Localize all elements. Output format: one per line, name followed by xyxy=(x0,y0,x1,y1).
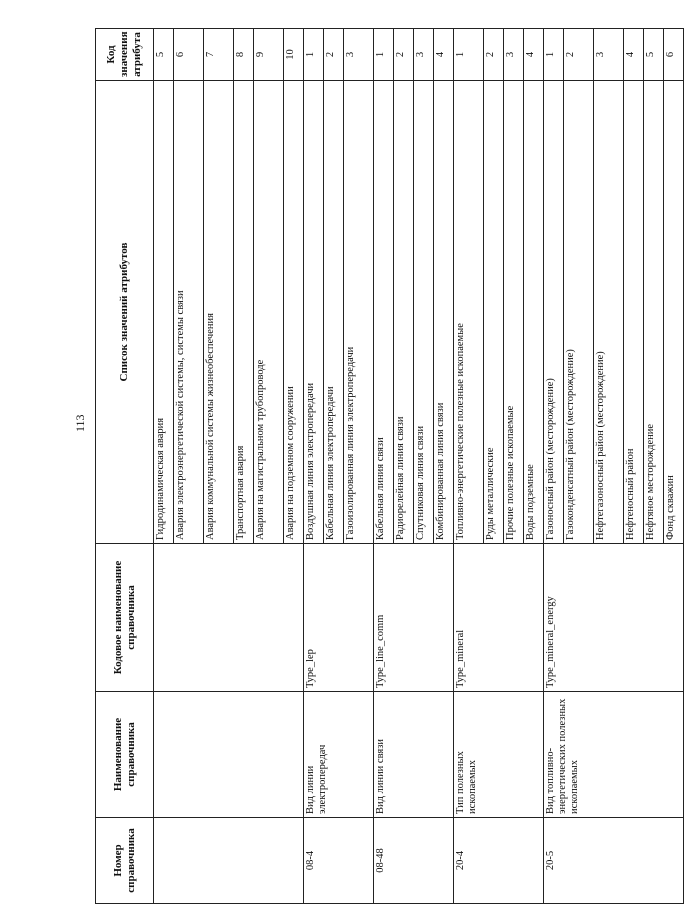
attribute-value: Руды металлические xyxy=(484,81,504,544)
reference-name xyxy=(154,692,304,818)
attribute-value-code: 8 xyxy=(234,29,254,81)
attribute-value-code: 2 xyxy=(394,29,414,81)
attribute-value: Воды подземные xyxy=(524,81,544,544)
attribute-value: Нефтеносный район xyxy=(624,81,644,544)
attribute-value: Кабельная линия электропередачи xyxy=(324,81,344,544)
attribute-value: Прочие полезные ископаемые xyxy=(504,81,524,544)
attribute-value: Гидродинамическая авария xyxy=(154,81,174,544)
table-wrapper xyxy=(95,28,676,904)
reference-number: 20-4 xyxy=(454,818,544,904)
reference-code: Type_mineral_energy xyxy=(544,544,684,692)
attribute-value: Газоконденсатный район (месторождение) xyxy=(564,81,594,544)
reference-number: 20-5 xyxy=(544,818,684,904)
attribute-value-code: 2 xyxy=(324,29,344,81)
reference-number xyxy=(154,818,304,904)
reference-table xyxy=(95,28,684,904)
table-row xyxy=(304,29,324,904)
attribute-value: Спутниковая линия связи xyxy=(414,81,434,544)
attribute-value-code: 9 xyxy=(254,29,284,81)
table-row xyxy=(454,29,484,904)
reference-code: Type_lep xyxy=(304,544,374,692)
attribute-value: Кабельная линия связи xyxy=(374,81,394,544)
page-number: 113 xyxy=(73,414,87,432)
header-name: Наименование справочника xyxy=(96,692,154,818)
attribute-value-code: 1 xyxy=(374,29,394,81)
reference-code xyxy=(154,544,304,692)
header-value-code: Код значения атрибута xyxy=(96,29,154,81)
attribute-value: Комбинированная линия связи xyxy=(434,81,454,544)
header-number: Номер справочника xyxy=(96,818,154,904)
attribute-value: Авария на подземном сооружении xyxy=(284,81,304,544)
attribute-value: Газоизолированная линия электропередачи xyxy=(344,81,374,544)
table-row xyxy=(154,29,174,904)
reference-number: 08-48 xyxy=(374,818,454,904)
attribute-value-code: 4 xyxy=(434,29,454,81)
header-values: Список значений атрибутов xyxy=(96,81,154,544)
reference-name: Вид топливно-энергетических полезных ископаемых xyxy=(544,692,684,818)
attribute-value: Воздушная линия электропередачи xyxy=(304,81,324,544)
attribute-value-code: 5 xyxy=(644,29,664,81)
header-code: Кодовое наименование справочника xyxy=(96,544,154,692)
attribute-value-code: 5 xyxy=(154,29,174,81)
reference-name: Вид линии электропередач xyxy=(304,692,374,818)
attribute-value: Фонд скважин xyxy=(664,81,684,544)
attribute-value: Радиорелейная линия связи xyxy=(394,81,414,544)
attribute-value: Нефтяное месторождение xyxy=(644,81,664,544)
attribute-value-code: 4 xyxy=(624,29,644,81)
attribute-value: Газоносный район (месторождение) xyxy=(544,81,564,544)
attribute-value: Нефтегазоносный район (месторождение) xyxy=(594,81,624,544)
table-body xyxy=(154,29,684,904)
reference-code: Type_line_comm xyxy=(374,544,454,692)
attribute-value-code: 10 xyxy=(284,29,304,81)
attribute-value-code: 7 xyxy=(204,29,234,81)
reference-name: Тип полезных ископаемых xyxy=(454,692,544,818)
attribute-value-code: 3 xyxy=(594,29,624,81)
table-row xyxy=(374,29,394,904)
attribute-value-code: 3 xyxy=(344,29,374,81)
attribute-value: Авария на магистральном трубопроводе xyxy=(254,81,284,544)
attribute-value-code: 6 xyxy=(174,29,204,81)
table-row xyxy=(544,29,564,904)
attribute-value-code: 1 xyxy=(304,29,324,81)
attribute-value: Транспортная авария xyxy=(234,81,254,544)
attribute-value-code: 2 xyxy=(484,29,504,81)
reference-code: Type_mineral xyxy=(454,544,544,692)
reference-number: 08-4 xyxy=(304,818,374,904)
attribute-value-code: 2 xyxy=(564,29,594,81)
attribute-value: Авария электроэнергетической системы, системы связи xyxy=(174,81,204,544)
reference-name: Вид линии связи xyxy=(374,692,454,818)
attribute-value: Авария коммунальной системы жизнеобеспечения xyxy=(204,81,234,544)
attribute-value: Топливно-энергетические полезные ископаемые xyxy=(454,81,484,544)
attribute-value-code: 1 xyxy=(544,29,564,81)
attribute-value-code: 3 xyxy=(504,29,524,81)
attribute-value-code: 6 xyxy=(664,29,684,81)
attribute-value-code: 4 xyxy=(524,29,544,81)
attribute-value-code: 1 xyxy=(454,29,484,81)
attribute-value-code: 3 xyxy=(414,29,434,81)
